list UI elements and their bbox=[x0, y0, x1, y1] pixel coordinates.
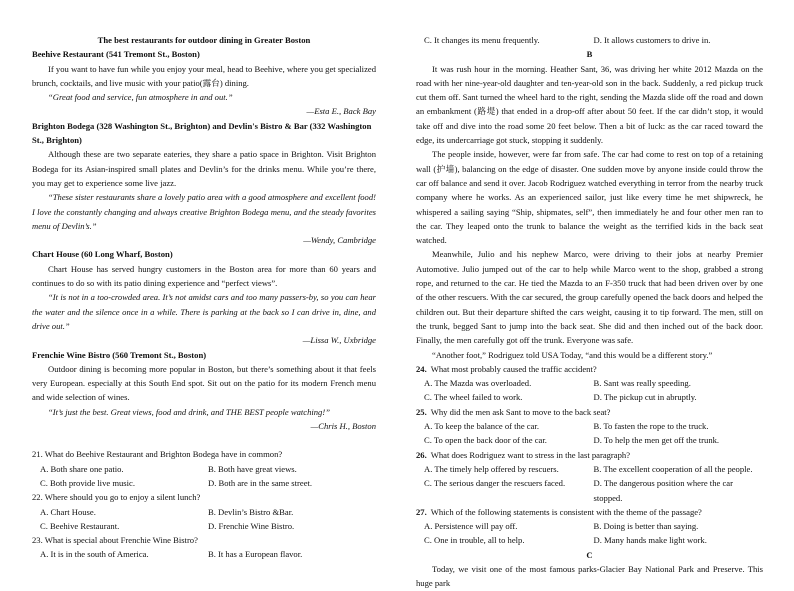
option: D. It allows customers to drive in. bbox=[593, 35, 711, 45]
paragraph: “Another foot,” Rodriguez told USA Today, “and this would be a different story.” bbox=[432, 349, 713, 360]
option: D. To help the men get off the trunk. bbox=[593, 435, 720, 446]
option: A. Persistence will pay off. bbox=[424, 521, 518, 532]
option: B. Sant was really speeding. bbox=[593, 378, 691, 389]
reviewer-signature: —Wendy, Cambridge bbox=[303, 235, 376, 246]
section-b-heading: B bbox=[586, 49, 593, 60]
option: D. The pickup cut in abruptly. bbox=[593, 392, 697, 403]
review-quote: “These sister restaurants share a lovely patio area with a good atmosphere and excellent food! I love the constantly changing and always creative Brighton Bodega menu, and the steady favorites menu of Devlin’s.” bbox=[32, 192, 376, 231]
restaurant-description: If you want to have fun while you enjoy your meal, head to Beehive, where you get specialized brunch, cocktails, and live music with your patio(露台) dining. bbox=[32, 63, 376, 88]
restaurant-heading: Chart House (60 Long Wharf, Boston) bbox=[32, 249, 173, 260]
passage-title: The best restaurants for outdoor dining in Greater Boston bbox=[97, 35, 311, 45]
option: C. The serious danger the rescuers faced. bbox=[424, 478, 566, 489]
question-26: 26. What does Rodriguez want to stress in the last paragraph? A. The timely help offered by rescuers. B. The excellent cooperation of all the people. C. The serious danger the rescuers faced. D. The dangerous position where the car stopped. bbox=[416, 448, 763, 505]
option: C. Beehive Restaurant. bbox=[40, 520, 120, 531]
restaurant-description: Although these are two separate eateries, they share a patio space in Brighton. Visit Brighton Bodega for its Asian-inspired small plates and Devlin’s for the drinks menu. While you’re there, you may get to experience some live jazz. bbox=[32, 149, 376, 188]
question-24: 24. What most probably caused the traffic accident? A. The Mazda was overloaded. B. Sant was really speeding. C. The wheel failed to work. D. The pickup cut in abruptly. bbox=[416, 362, 763, 405]
restaurant-description: Chart House has served hungry customers in the Boston area for more than 60 years and continues to do so with its patio dining experience and “perfect views”. bbox=[32, 263, 376, 289]
question-23: 23. What is special about Frenchie Wine Bistro? A. It is in the south of America. B. It has a European flavor. bbox=[32, 533, 376, 562]
option: A. To keep the balance of the car. bbox=[424, 421, 539, 432]
option: D. Many hands make light work. bbox=[593, 535, 707, 546]
option: C. One in trouble, all to help. bbox=[424, 535, 525, 546]
restaurant-description: Outdoor dining is becoming more popular in Boston, but there’s something about it that feels very European. especially at this South End spot. Sit out on the patio for its modern French menu and wide selection of wines. bbox=[32, 363, 376, 403]
right-column bbox=[416, 33, 763, 591]
option: B. Doing is better than saying. bbox=[593, 521, 699, 532]
option: C. To open the back door of the car. bbox=[424, 435, 547, 446]
option: C. The wheel failed to work. bbox=[424, 392, 523, 403]
reviewer-signature: —Lissa W., Uxbridge bbox=[302, 335, 376, 346]
paragraph: Today, we visit one of the most famous parks-Glacier Bay National Park and Preserve. This huge park bbox=[416, 563, 763, 589]
option: A. The Mazda was overloaded. bbox=[424, 378, 532, 389]
option: A. Chart House. bbox=[40, 506, 96, 517]
review-quote: “It is not in a too-crowded area. It’s not amidst cars and too many passers-by, so you can hear the water and the silence once in a while. There is parking at the back so I can drive in, dine, and drive out.” bbox=[32, 292, 376, 331]
question-22: 22. Where should you go to enjoy a silent lunch? A. Chart House. B. Devlin’s Bistro &Bar. C. Beehive Restaurant. D. Frenchie Wine Bistro. bbox=[32, 490, 376, 533]
option: A. The timely help offered by rescuers. bbox=[424, 463, 559, 474]
option: C. Both provide live music. bbox=[40, 477, 136, 488]
paragraph: It was rush hour in the morning. Heather Sant, 36, was driving her white 2012 Mazda on the road with her nine-year-old daughter and ten-year-old son in the back. Suddenly, a red pickup truck cut them off. Sant turned the wheel hard to the right, sending the Mazda slide off the road and down an embankment (路堤) that ended in a drop-off after about 50 feet. If the car didn’t stop, it would take off and dive into the road some 20 feet below. Then a bit of luck: as the car raced toward the edge, its undercarriage got stuck, stopping it suddenly. bbox=[416, 63, 763, 146]
option: B. The excellent cooperation of all the people. bbox=[593, 463, 753, 474]
left-column bbox=[32, 33, 376, 562]
restaurant-heading: Frenchie Wine Bistro (560 Tremont St., Boston) bbox=[32, 349, 207, 360]
option: D. Frenchie Wine Bistro. bbox=[208, 520, 295, 531]
question-25: 25. Why did the men ask Sant to move to the back seat? A. To keep the balance of the car. B. To fasten the rope to the truck. C. To open the back door of the car. D. To help the men get off the trunk. bbox=[416, 405, 763, 448]
option: D. Both are in the same street. bbox=[208, 477, 313, 488]
option: B. To fasten the rope to the truck. bbox=[593, 421, 709, 432]
option: C. It changes its menu frequently. bbox=[424, 35, 540, 45]
restaurant-heading: Brighton Bodega (328 Washington St., Brighton) and Devlin's Bistro & Bar (332 Washington St., Brighton) bbox=[32, 120, 372, 146]
reviewer-signature: —Chris H., Boston bbox=[310, 421, 376, 432]
option: B. Both have great views. bbox=[208, 463, 297, 474]
section-c-heading: C bbox=[586, 549, 593, 560]
question-21: 21. What do Beehive Restaurant and Brighton Bodega have in common? A. Both share one patio. B. Both have great views. C. Both provide live music. D. Both are in the same street. bbox=[32, 447, 376, 490]
option: A. It is in the south of America. bbox=[40, 549, 149, 560]
review-quote: “It’s just the best. Great views, food and drink, and THE BEST people watching!” bbox=[48, 406, 330, 417]
option: D. The dangerous position where the car stopped. bbox=[593, 478, 733, 503]
question-23-options-continued bbox=[416, 33, 763, 47]
reviewer-signature: —Esta E., Back Bay bbox=[306, 106, 376, 117]
restaurant-heading: Beehive Restaurant (541 Tremont St., Boston) bbox=[32, 49, 200, 60]
review-quote: “Great food and service, fun atmosphere in and out.” bbox=[48, 92, 233, 103]
option: B. It has a European flavor. bbox=[208, 549, 303, 560]
question-27: 27. Which of the following statements is consistent with the theme of the passage? A. Persistence will pay off. B. Doing is better than saying. C. One in trouble, all to help. D. Many hands make light work. bbox=[416, 505, 763, 548]
paragraph: The people inside, however, were far from safe. The car had come to rest on top of a retaining wall (护墙), balancing on the edge of disaster. One sudden move by anyone inside could throw the car off balance and send it over. Jacob Rodriguez watched everything in terror from the nearby truck company where he works. As an experienced sailor, just like every time he met shipwreck, he whispered a sailing saying “Ship, shipmates, self”, then immediately he and four other men ran to the car. They leaped onto the trunk to balance the weight as the terrified kids in the back seat watched. bbox=[416, 149, 763, 246]
option: B. Devlin’s Bistro &Bar. bbox=[208, 506, 294, 517]
option: A. Both share one patio. bbox=[40, 463, 124, 474]
paragraph: Meanwhile, Julio and his nephew Marco, were driving to their jobs at nearby Premier Automotive. Julio jumped out of the car to help while Marco went to the shop, grabbed a strong rope, and returned to the car. He tied the Mazda to an F-350 truck that had been driven over by one of the other rescuers. With the car secured, the group carefully opened the back doors and helped the children out. But their departure shifted the cars weight, causing it to tip forward. The men, still on the trunk, begged Sant to jump into the back seat. She did and then inched out of the back door. Finally, the men carefully got off the trunk. Everyone was safe. bbox=[416, 249, 763, 346]
